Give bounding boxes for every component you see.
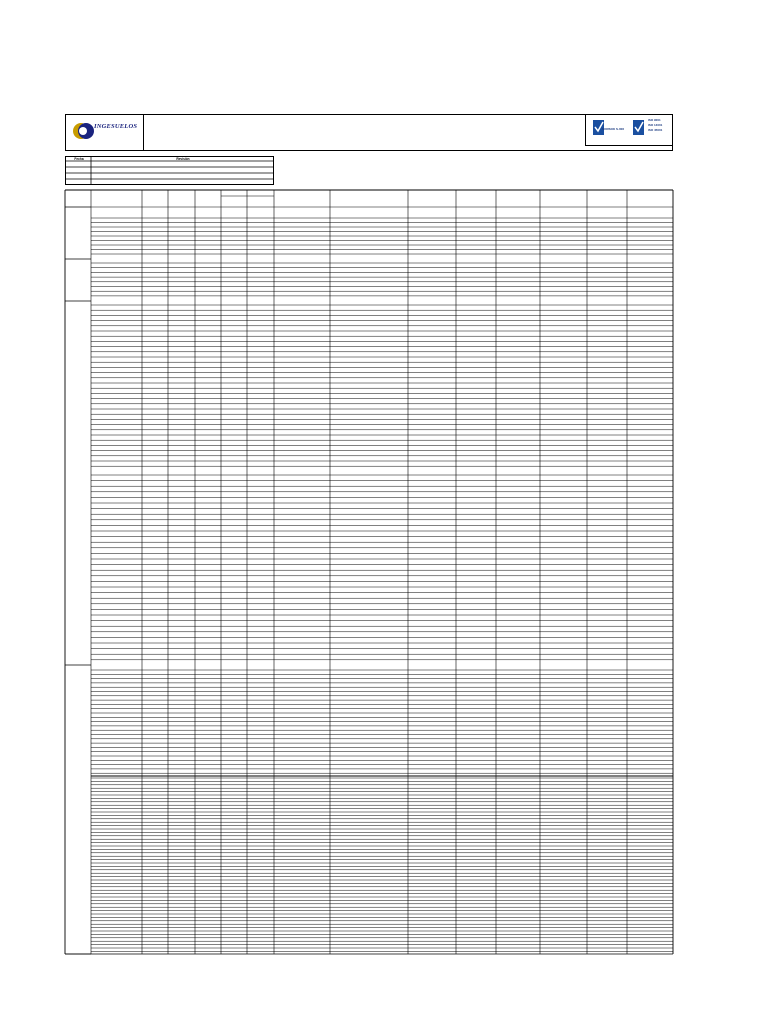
revision-date-header: Fecha (74, 157, 84, 161)
certification-body-name: NORSOK S-006 (602, 127, 625, 131)
revision-description-header: Revisión (176, 157, 190, 161)
iso-standard-1: ISO 9001 (648, 118, 661, 122)
iso-standard-2: ISO 14001 (648, 123, 663, 127)
iso-standard-3: ISO 45001 (648, 128, 663, 132)
company-name: INGESUELOS (94, 123, 138, 130)
